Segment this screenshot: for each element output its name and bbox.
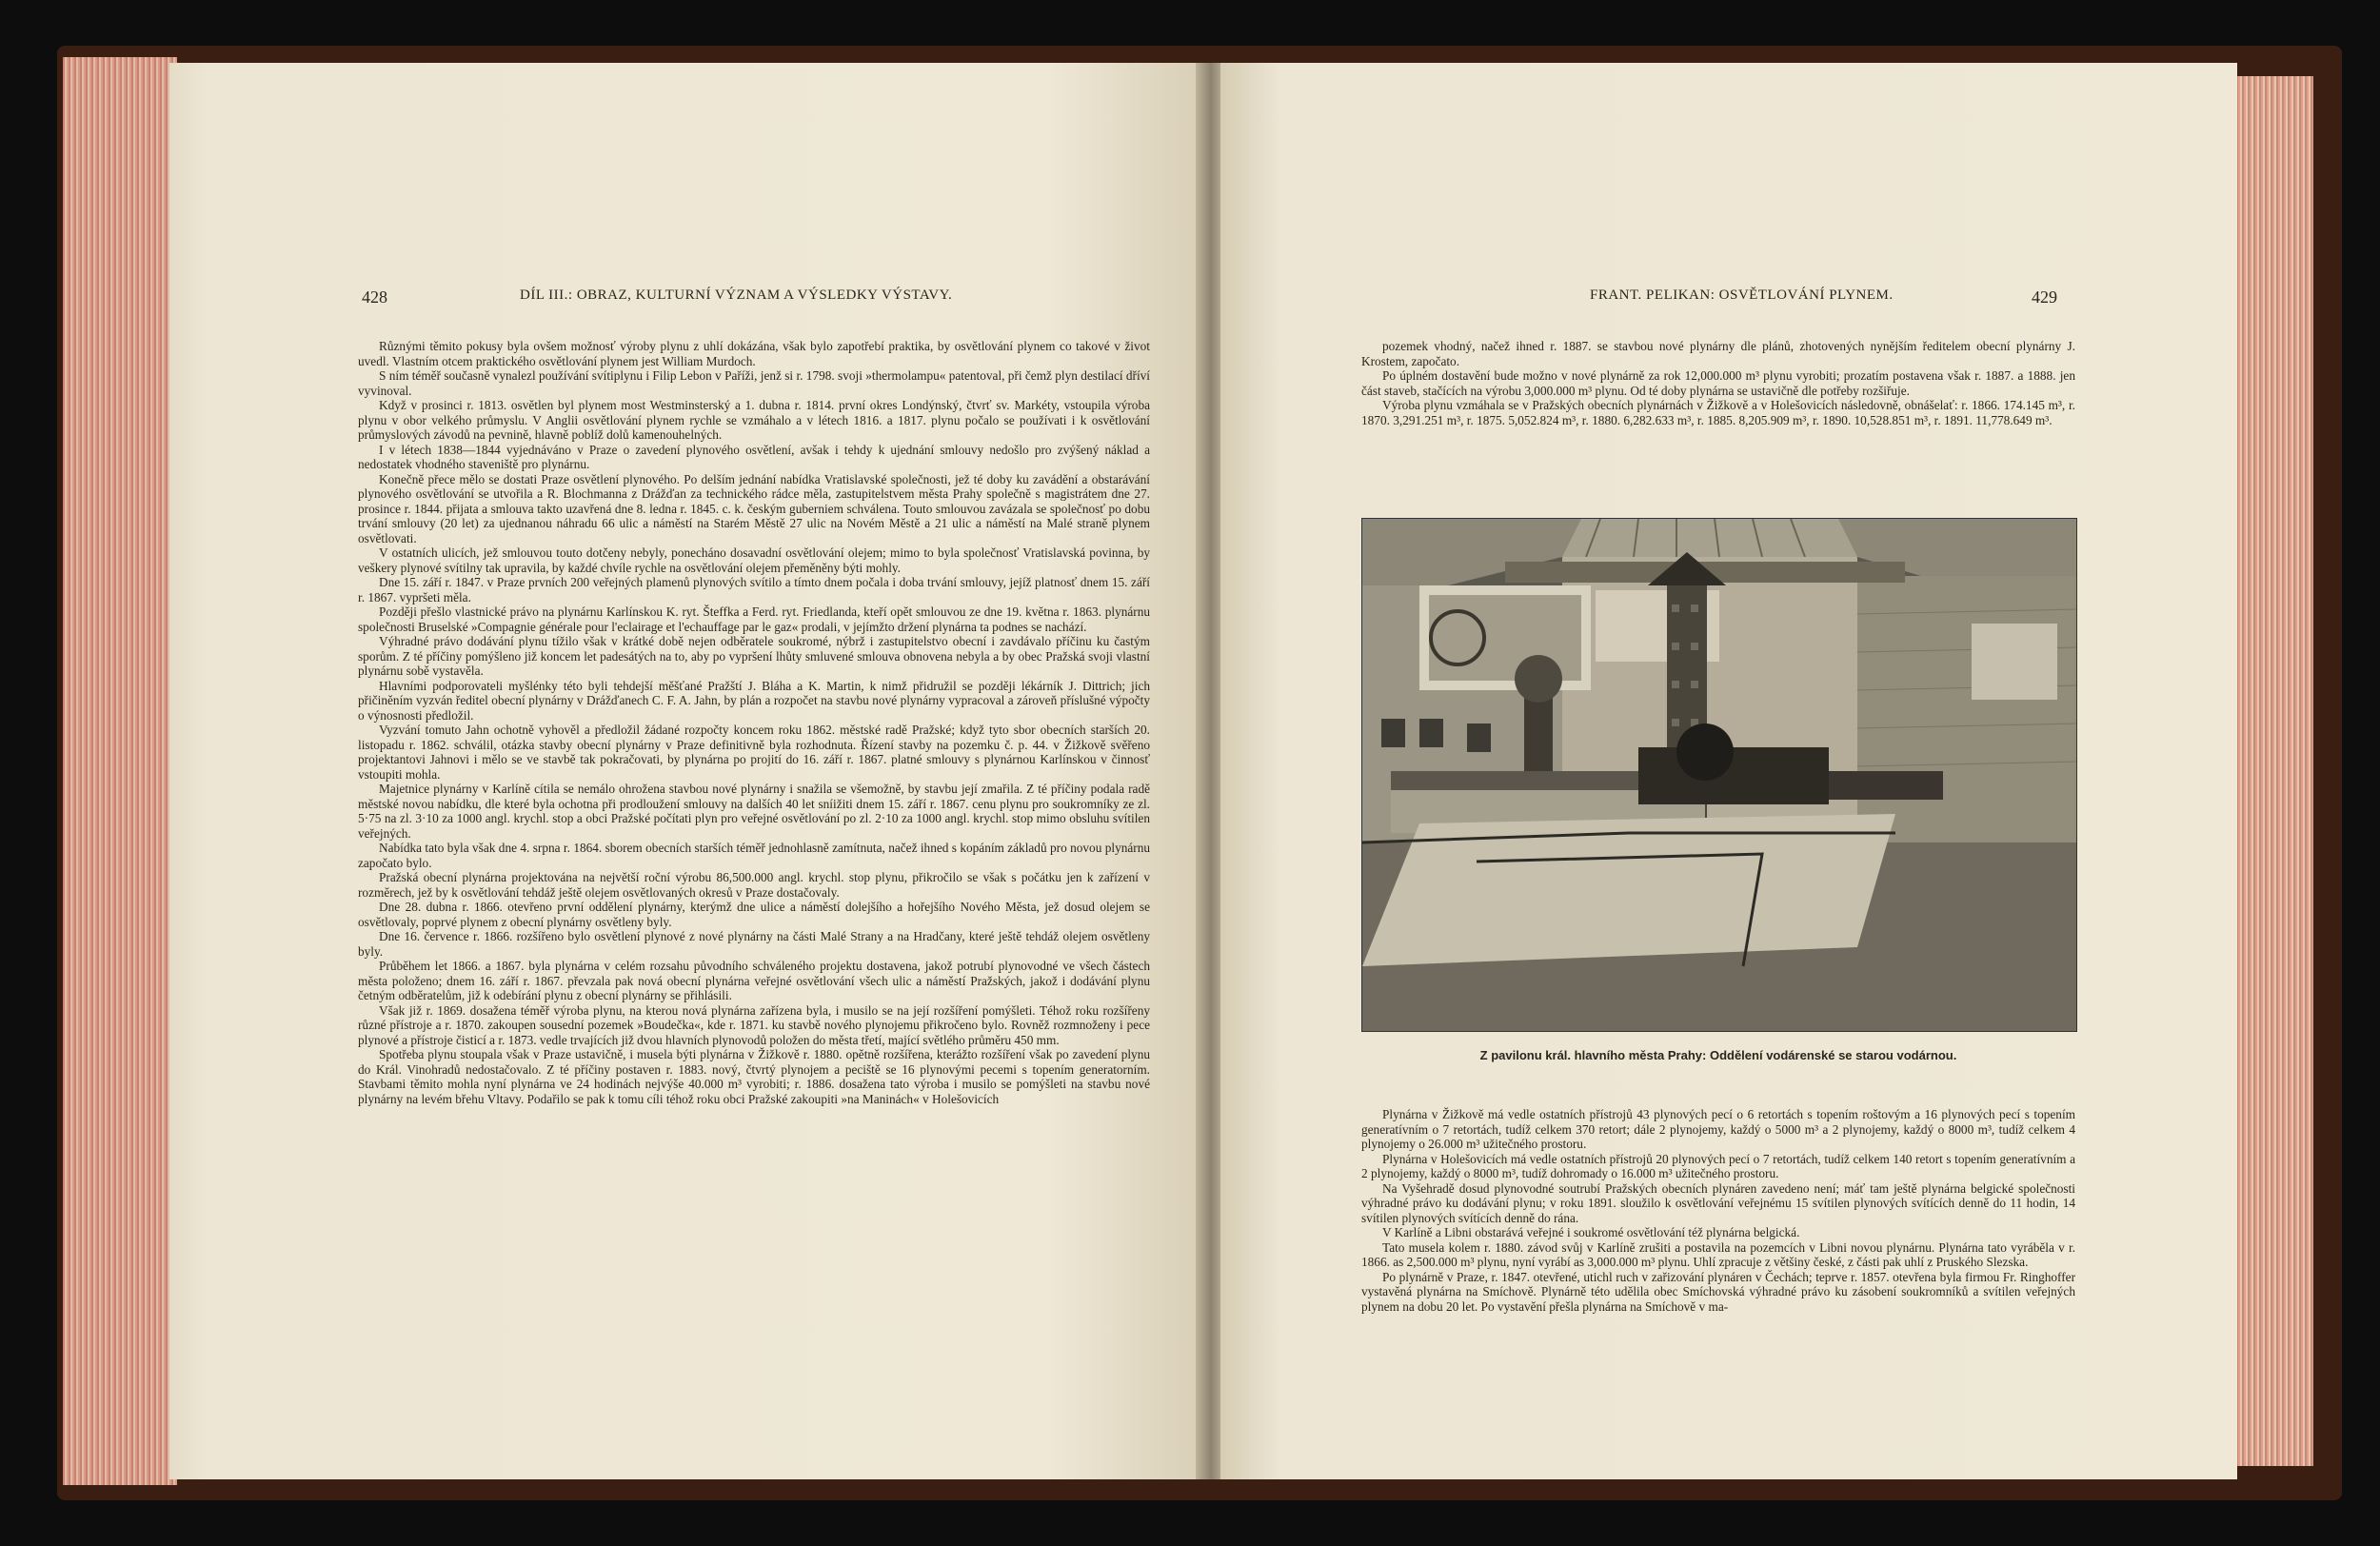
paragraph: V ostatních ulicích, jež smlouvou touto dotčeny nebyly, ponecháno dosavadní osvětlování olejem; mimo to byla společnosť Vratislavská povinna, by veškery plynové svítilny tak upravila, by každé chvíle rychle na osvětlování olejem přeměněny býti mohly. [358,545,1150,575]
paragraph: Dne 16. července r. 1866. rozšířeno bylo osvětlení plynové z nové plynárny na části Malé Strany a na Hradčany, které ještě tehdáž olejem osvětleny byly. [358,929,1150,959]
paragraph: Později přešlo vlastnické právo na plynárnu Karlínskou K. ryt. Šteffka a Ferd. ryt. Friedlanda, kteří opět smlouvou ze dne 19. května r. 1863. plynárnu společnosti Bruselské »Compagnie générale pour l'eclairage et l'echauffage par le gaz« prodali, v jejímžto držení plynárna ta podnes se nachází. [358,605,1150,634]
paragraph: Plynárna v Žižkově má vedle ostatních přístrojů 43 plynových pecí o 6 retortách s topením roštovým a 16 plynových pecí s topením generatívním o 7 retortách, tudíž celkem 370 retort; dále 2 plynojemy, každý o 5000 m³ a 2 plynojemy, každý o 8000 m³, tudíž celkem 4 plynojemy o 26.000 m³ užitečného prostoru. [1361,1107,2075,1151]
exhibition-photo [1361,518,2077,1032]
page-edges-left [63,57,177,1485]
paragraph: Dne 28. dubna r. 1866. otevřeno první oddělení plynárny, kterýmž dne ulice a náměstí dolejšího a hořejšího Nového Města, jež dosud olejem se osvětlovaly, poprvé plynem z obecní plynárny osvětleny byly. [358,900,1150,929]
paragraph: Nabídka tato byla však dne 4. srpna r. 1864. sborem obecních starších téměř jednohlasně zamítnuta, načež ihned s kopáním základů pro novou plynárnu započato bylo. [358,841,1150,870]
paragraph: Pražská obecní plynárna projektována na největší roční výrobu 86,500.000 angl. krychl. stop plynu, přikročilo se však s počátku jen k zařízení v rozměrech, jež by k osvětlování tehdáž ještě olejem osvětlovaných okresů v Praze dostačovaly. [358,870,1150,900]
paragraph: Majetnice plynárny v Karlíně cítila se nemálo ohrožena stavbou nové plynárny i snažila se všemožně, by stavbu její zmařila. Z té příčiny podala radě městské novou nabídku, dle které byla ochotna při prodloužení smlouvy na dalších 40 let sníižiti dnem 15. září r. 1867. cenu plynu pro soukromníky ze zl. 5·75 na zl. 3·10 za 1000 angl. krychl. stop a obci Pražské počítati plyn pro veřejné osvětlování po zl. 2·10 za 1000 angl. krychl. stop mimo obsluhu svítilen veřejných. [358,782,1150,841]
running-head-right: FRANT. PELIKAN: OSVĚTLOVÁNÍ PLYNEM. [1590,287,1894,303]
paragraph: Vyzvání tomuto Jahn ochotně vyhověl a předložil žádané rozpočty koncem roku 1862. městské radě Pražské; když tyto sbor obecních starších 20. listopadu r. 1862. schválil, otázka stavby obecní plynárny v Praze definitivně byla rozhodnuta. Řízení stavby na pozemku č. p. 44. v Žižkově svěřeno projektantovi Jahnovi i mělo se ve stavbě tak pokračovati, by plynárna po projití do 16. září r. 1867. platné smlouvy s plynárnou Karlínskou v činnosť vstoupiti mohla. [358,723,1150,782]
paragraph: Dne 15. září r. 1847. v Praze prvních 200 veřejných plamenů plynových svítilo a tímto dnem počala i doba trvání smlouvy, jejíž platnosť dnem 15. září r. 1867. vypršeti měla. [358,575,1150,605]
paragraph: Po plynárně v Praze, r. 1847. otevřené, utichl ruch v zařizování plynáren v Čechách; teprve r. 1857. otevřena byla firmou Fr. Ringhoffer vystavěná plynárna na Smíchově. Plynárně této udělila obec Smíchovská výhradné právo ku zásobení soukromníků a svítilen veřejných plynem na dobu 20 let. Po vystavění přešla plynárna na Smíchově v ma- [1361,1269,2075,1314]
paragraph: Na Vyšehradě dosud plynovodné soutrubí Pražských obecních plynáren zavedeno není; máť tam ještě plynárna belgické společnosti výhradné právo ku dodávání plynu; v roku 1891. sloužilo k osvětlování veřejnému 15 svítilen plynových svítících denně do 11 hodin, 14 svítilen plynových svítících denně do rána. [1361,1180,2075,1225]
paragraph: Plynárna v Holešovicích má vedle ostatních přístrojů 20 plynových pecí o 7 retortách, tudíž celkem 140 retort s topením generatívním a 2 plynojemy, každý o 8000 m³, tudíž dohromady o 16.000 m³ užitečného prostoru. [1361,1151,2075,1180]
page-number-right: 429 [2032,287,2057,307]
paragraph: V Karlíně a Libni obstarává veřejné i soukromé osvětlování též plynárna belgická. [1382,1225,1800,1239]
paragraph: Hlavními podporovateli myšlénky této byli tehdejší měšťané Pražští J. Bláha a K. Martin, k nimž přidružil se později lékárník J. Dittrich; jich přičiněním vyzván ředitel obecní plynárny v Drážďanech C. F. A. Jahn, by plán a rozpočet na stavbu nové plynárny vypracoval a zároveň příslušné výpočty o výnosnosti předložil. [358,678,1150,723]
left-page [169,63,1201,1479]
right-body-text-bottom [1361,1107,2075,1314]
paragraph: S ním téměř současně vynalezl používání svítiplynu i Filip Lebon v Paříži, jenž si r. 1798. svoji »thermolampu« patentoval, při čemž plyn destilací dříví vyvinoval. [358,368,1150,398]
exhibition-photo-illustration [1362,519,2076,1031]
paragraph: Však již r. 1869. dosažena téměř výroba plynu, na kterou nová plynárna zařízena byla, i musilo se na její rozšíření pomýšleti. Téhož roku rozšířeny různé přístroje a r. 1870. zakoupen sousední pozemek »Boudečka«, kde r. 1871. ku stavbě nového plynojemu přikročeno bylo. Rovněž rozmnoženy i pece plynové a přístroje čisticí a r. 1873. vedle trvajících již dvou hlavních plynovodů položen do města třetí, mající světlého průměru 450 mm. [358,1002,1150,1047]
paragraph: Tato musela kolem r. 1880. závod svůj v Karlíně zrušiti a postavila na pozemcích v Libni novou plynárnu. Plynárna tato vyráběla v r. 1866. as 2,500.000 m³ plynu, nyní vyrábí as 3,000.000 m³ plynu. Uhlí zpracuje z většiny české, z části pak uhlí z Pruského Slezska. [1361,1239,2075,1269]
paragraph: Konečně přece mělo se dostati Praze osvětlení plynového. Po delším jednání nabídka Vratislavské společnosti, jež té doby ku zavádění a obstarávání plynového osvětlování se utvořila a R. Blochmanna z Drážďan za technického rádce měla, zastupitelstvem města Prahy společně s magistrátem dne 27. prosince r. 1844. přijata a smlouva takto uzavřená dne 8. ledna r. 1845. c. k. českým guberniem schválena. Touto smlouvou zavázala se společnosť po dobu trvání smlouvy (20 let) za ujednanou náhradu 66 ulic a náměstí na Starém Městě 27 ulic na Novém Městě a 21 ulic a náměstí na Malé straně plynem osvětlovati. [358,471,1150,545]
left-body-text [358,339,1150,1106]
photo-caption: Z pavilonu král. hlavního města Prahy: Oddělení vodárenské se starou vodárnou. [1479,1048,1957,1062]
paragraph: Když v prosinci r. 1813. osvětlen byl plynem most Westminsterský a 1. dubna r. 1814. první okres Londýnský, čtvrť sv. Markéty, vstoupila výroba plynu v obor velkého průmyslu. V Anglii osvětlování plynem rychle se vzmáhalo a v létech 1816. a 1817. plynu počalo se používati i k osvětlování průmyslových závodů na pevnině, hlavně poblíž dolů kamenouhelných. [358,398,1150,442]
right-page [1220,63,2237,1479]
page-number-left: 428 [362,287,387,307]
paragraph: I v létech 1838—1844 vyjednáváno v Praze o zavedení plynového osvětlení, avšak i tehdy k ujednání smlouvy nedošlo pro zvýšený náklad a nedostatek vhodného staveniště pro plynárnu. [358,442,1150,471]
paragraph: Výhradné právo dodávání plynu tížilo však v krátké době nejen odběratele soukromé, nýbrž i zastupitelstvo obecní i zavdávalo příčinu ku častým sporům. Z té příčiny pomýšleno již koncem let padesátých na to, aby po vypršení lhůty smluvené smlouva obnovena nebyla a by obec Pražská svoji vlastní plynárnu sobě vystavěla. [358,634,1150,678]
page-edges-right [2232,76,2313,1466]
paragraph: Různými těmito pokusy byla ovšem možnosť výroby plynu z uhlí dokázána, však bylo zapotřebí praktika, by osvětlování plynem co takové v život uvedl. Vlastním otcem praktického osvětlování plynem jest William Murdoch. [358,339,1150,368]
paragraph: pozemek vhodný, načež ihned r. 1887. se stavbou nové plynárny dle plánů, zhotovených nynějším ředitelem obecní plynárny J. Krostem, započato. [1361,339,2075,368]
paragraph: Průběhem let 1866. a 1867. byla plynárna v celém rozsahu původního schváleného projektu dostavena, jakož potrubí plynovodné ve všech částech města položeno; dnem 16. září r. 1867. převzala pak nová obecní plynárna veřejné osvětlování všech ulic a náměstí Pražských, jakož i dodávání plynu četným odběratelům, již k odebírání plynu z obecní plynárny se přihlásili. [358,959,1150,1002]
paragraph: Spotřeba plynu stoupala však v Praze ustavičně, i musela býti plynárna v Žižkově r. 1880. opětně rozšířena, kterážto rozšíření však po zavedení plynu do Král. Vinohradů nedostačovalo. Z té příčiny postaven r. 1883. nový, čtvrtý plynojem a peciště se 16 plynovými pecemi s topením generatorním. Stavbami těmito mohla nyní plynárna ve 24 hodinách nejvýše 40.000 m³ vyrobiti; r. 1886. dosažena tato výroba i musilo se pomýšleti na stavbu nové plynárny na levém břehu Vltavy. Podařilo se pak k tomu cíli téhož roku obci Pražské zakoupiti »na Maninách« v Holešovicích [358,1047,1150,1106]
running-head-left: DÍL III.: OBRAZ, KULTURNÍ VÝZNAM A VÝSLEDKY VÝSTAVY. [520,287,953,303]
paragraph: Výroba plynu vzmáhala se v Pražských obecních plynárnách v Žižkově a v Holešovicích následovně, obnášelať: r. 1866. 174.145 m³, r. 1870. 3,291.251 m³, r. 1875. 5,052.824 m³, r. 1880. 6,282.633 m³, r. 1885. 8,205.909 m³, r. 1890. 10,528.851 m³, r. 1891. 11,778.649 m³. [1361,398,2075,427]
paragraph: Po úplném dostavění bude možno v nové plynárně za rok 12,000.000 m³ plynu vyrobiti; prozatím postavena však r. 1887. a 1888. jen část staveb, stačících na výrobu 3,000.000 m³ plynu. Od té doby plynárna se ustavičně dle potřeby rozšiřuje. [1361,368,2075,398]
right-body-text-top [1361,339,2075,427]
